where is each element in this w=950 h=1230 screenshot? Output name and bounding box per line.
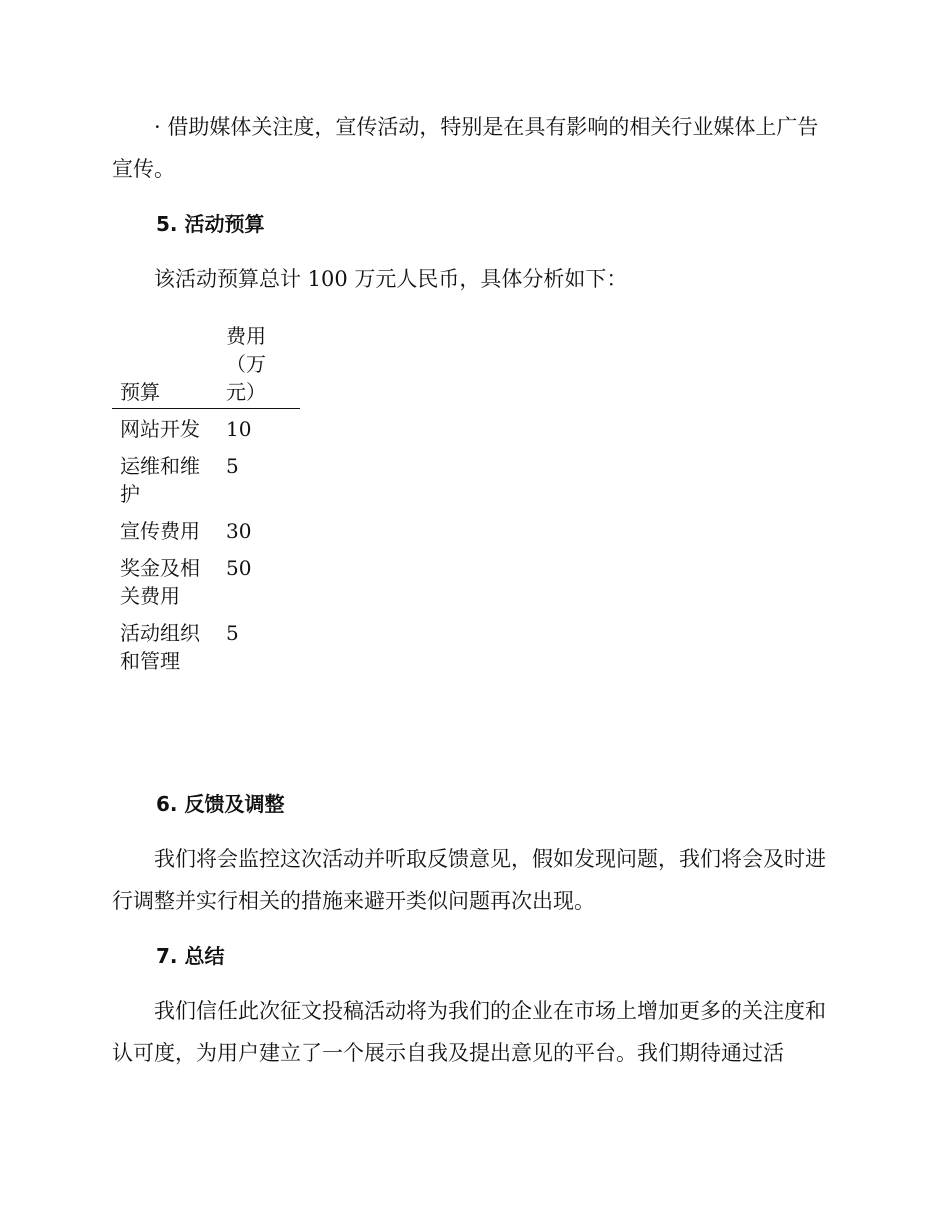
media-promotion-paragraph: · 借助媒体关注度，宣传活动，特别是在具有影响的相关行业媒体上广告宣传。 (112, 115, 819, 181)
budget-cost-cell: 5 (226, 621, 239, 645)
budget-cost-cell: 10 (226, 417, 252, 441)
table-row (112, 548, 300, 613)
budget-item-cell: 活动组织和管理 (120, 621, 200, 673)
budget-cost-cell: 5 (226, 454, 239, 478)
budget-heading: 5. 活动预算 (156, 212, 265, 236)
budget-item-cell: 奖金及相关费用 (120, 556, 200, 608)
budget-table (112, 320, 300, 678)
table-row (112, 446, 300, 511)
budget-intro-paragraph: 该活动预算总计 100 万元人民币，具体分析如下： (154, 267, 628, 291)
feedback-heading: 6. 反馈及调整 (156, 792, 285, 816)
budget-cost-cell: 30 (226, 519, 252, 543)
feedback-paragraph: 我们将会监控这次活动并听取反馈意见，假如发现问题，我们将会及时进行调整并实行相关的措施来避开类似问题再次出现。 (112, 847, 826, 913)
summary-heading: 7. 总结 (156, 944, 225, 968)
budget-column-header: 预算 (112, 320, 218, 409)
table-row (112, 409, 300, 447)
budget-item-cell: 运维和维护 (120, 454, 200, 506)
budget-item-cell: 网站开发 (120, 417, 200, 441)
budget-cost-cell: 50 (226, 556, 252, 580)
table-row (112, 613, 300, 678)
cost-column-header: 费用（万元） (218, 320, 300, 409)
budget-item-cell: 宣传费用 (120, 519, 200, 543)
summary-paragraph: 我们信任此次征文投稿活动将为我们的企业在市场上增加更多的关注度和认可度，为用户建立了一个展示自我及提出意见的平台。我们期待通过活 (112, 999, 826, 1065)
table-row (112, 511, 300, 548)
budget-table-header-row (112, 320, 300, 409)
